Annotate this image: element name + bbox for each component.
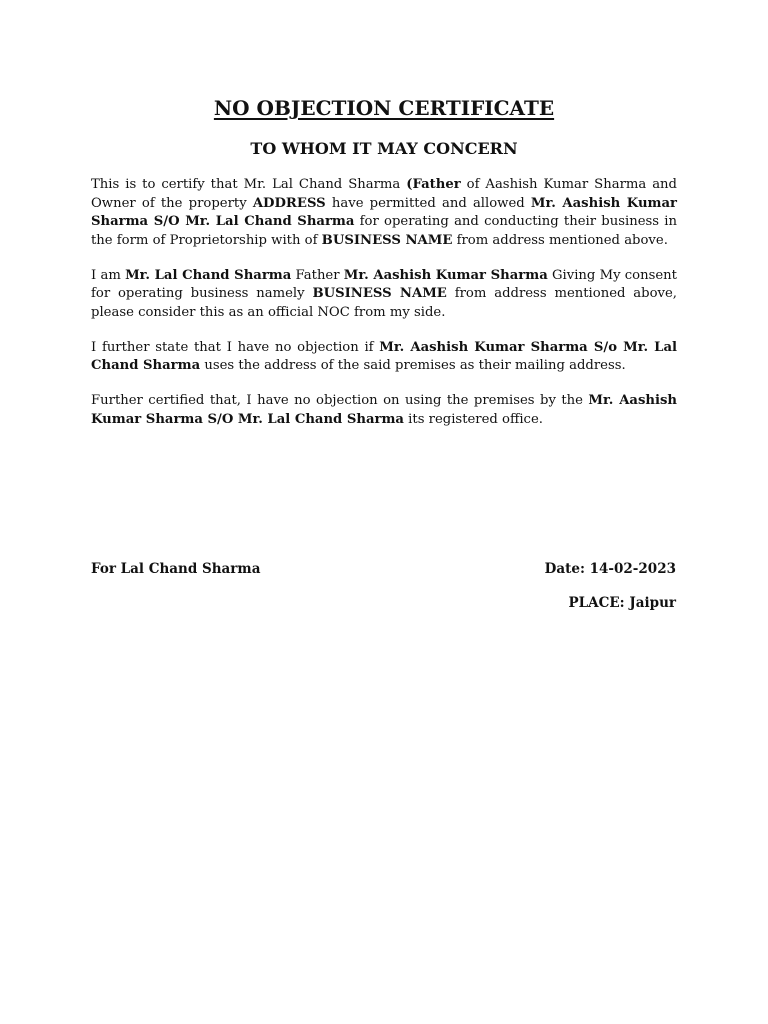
paragraph-4-segment-3: its registered office. xyxy=(403,411,543,427)
body-paragraph-3 xyxy=(91,339,677,376)
paragraph-3-segment-2: Mr. Aashish Kumar Sharma S/o Mr. Lal Chand Sharma xyxy=(91,339,677,373)
paragraph-3-segment-1: I further state that I have no objection if xyxy=(91,339,380,355)
document-body xyxy=(91,176,677,446)
paragraph-2-segment-1: I am xyxy=(91,267,126,283)
paragraph-1-segment-9: from address mentioned above. xyxy=(452,232,668,248)
paragraph-2-segment-2: Mr. Lal Chand Sharma xyxy=(125,267,292,283)
paragraph-2-segment-3: Father xyxy=(291,267,344,283)
paragraph-1-segment-4: ADDRESS xyxy=(252,195,326,211)
paragraph-1-segment-6: Mr. Aashish Kumar Sharma S/O Mr. Lal Chand Sharma xyxy=(91,195,678,229)
paragraph-4-segment-2: Mr. Aashish Kumar Sharma S/O Mr. Lal Chand Sharma xyxy=(91,393,677,427)
paragraph-1-segment-7: for operating and conducting their business in the form of Proprietorship with of xyxy=(91,214,677,248)
document-title xyxy=(0,94,768,122)
body-paragraph-2 xyxy=(91,267,677,323)
paragraph-2-segment-5: Giving My consent for operating business namely xyxy=(91,267,677,301)
paragraph-2-segment-6: BUSINESS NAME xyxy=(312,286,447,301)
paragraph-1-segment-5: have permitted and allowed xyxy=(325,195,531,211)
signature-date: Date: 14-02-2023 xyxy=(544,561,676,577)
signature-place: PLACE: Jaipur xyxy=(568,595,676,611)
document-subtitle: TO WHOM IT MAY CONCERN xyxy=(250,139,518,158)
paragraph-2-segment-7: from address mentioned above, please consider this as an official NOC from my side. xyxy=(91,286,677,320)
paragraph-1-segment-1: This is to certify that Mr. Lal Chand Sharma xyxy=(91,177,407,192)
paragraph-2-segment-4: Mr. Aashish Kumar Sharma xyxy=(343,267,548,283)
paragraph-1-segment-3: of Aashish Kumar Sharma and Owner of the property xyxy=(91,177,677,211)
paragraph-3-segment-3: uses the address of the said premises as their mailing address. xyxy=(200,358,626,373)
document-title-text: NO OBJECTION CERTIFICATE xyxy=(213,96,555,120)
paragraph-1-segment-8: BUSINESS NAME xyxy=(321,232,453,248)
signature-for-label: For Lal Chand Sharma xyxy=(91,561,261,577)
body-paragraph-4 xyxy=(91,392,677,429)
paragraph-4-segment-1: Further certified that, I have no objection on using the premises by the xyxy=(91,393,589,408)
body-paragraph-1 xyxy=(91,176,677,250)
paragraph-1-segment-2: (Father xyxy=(406,177,461,192)
